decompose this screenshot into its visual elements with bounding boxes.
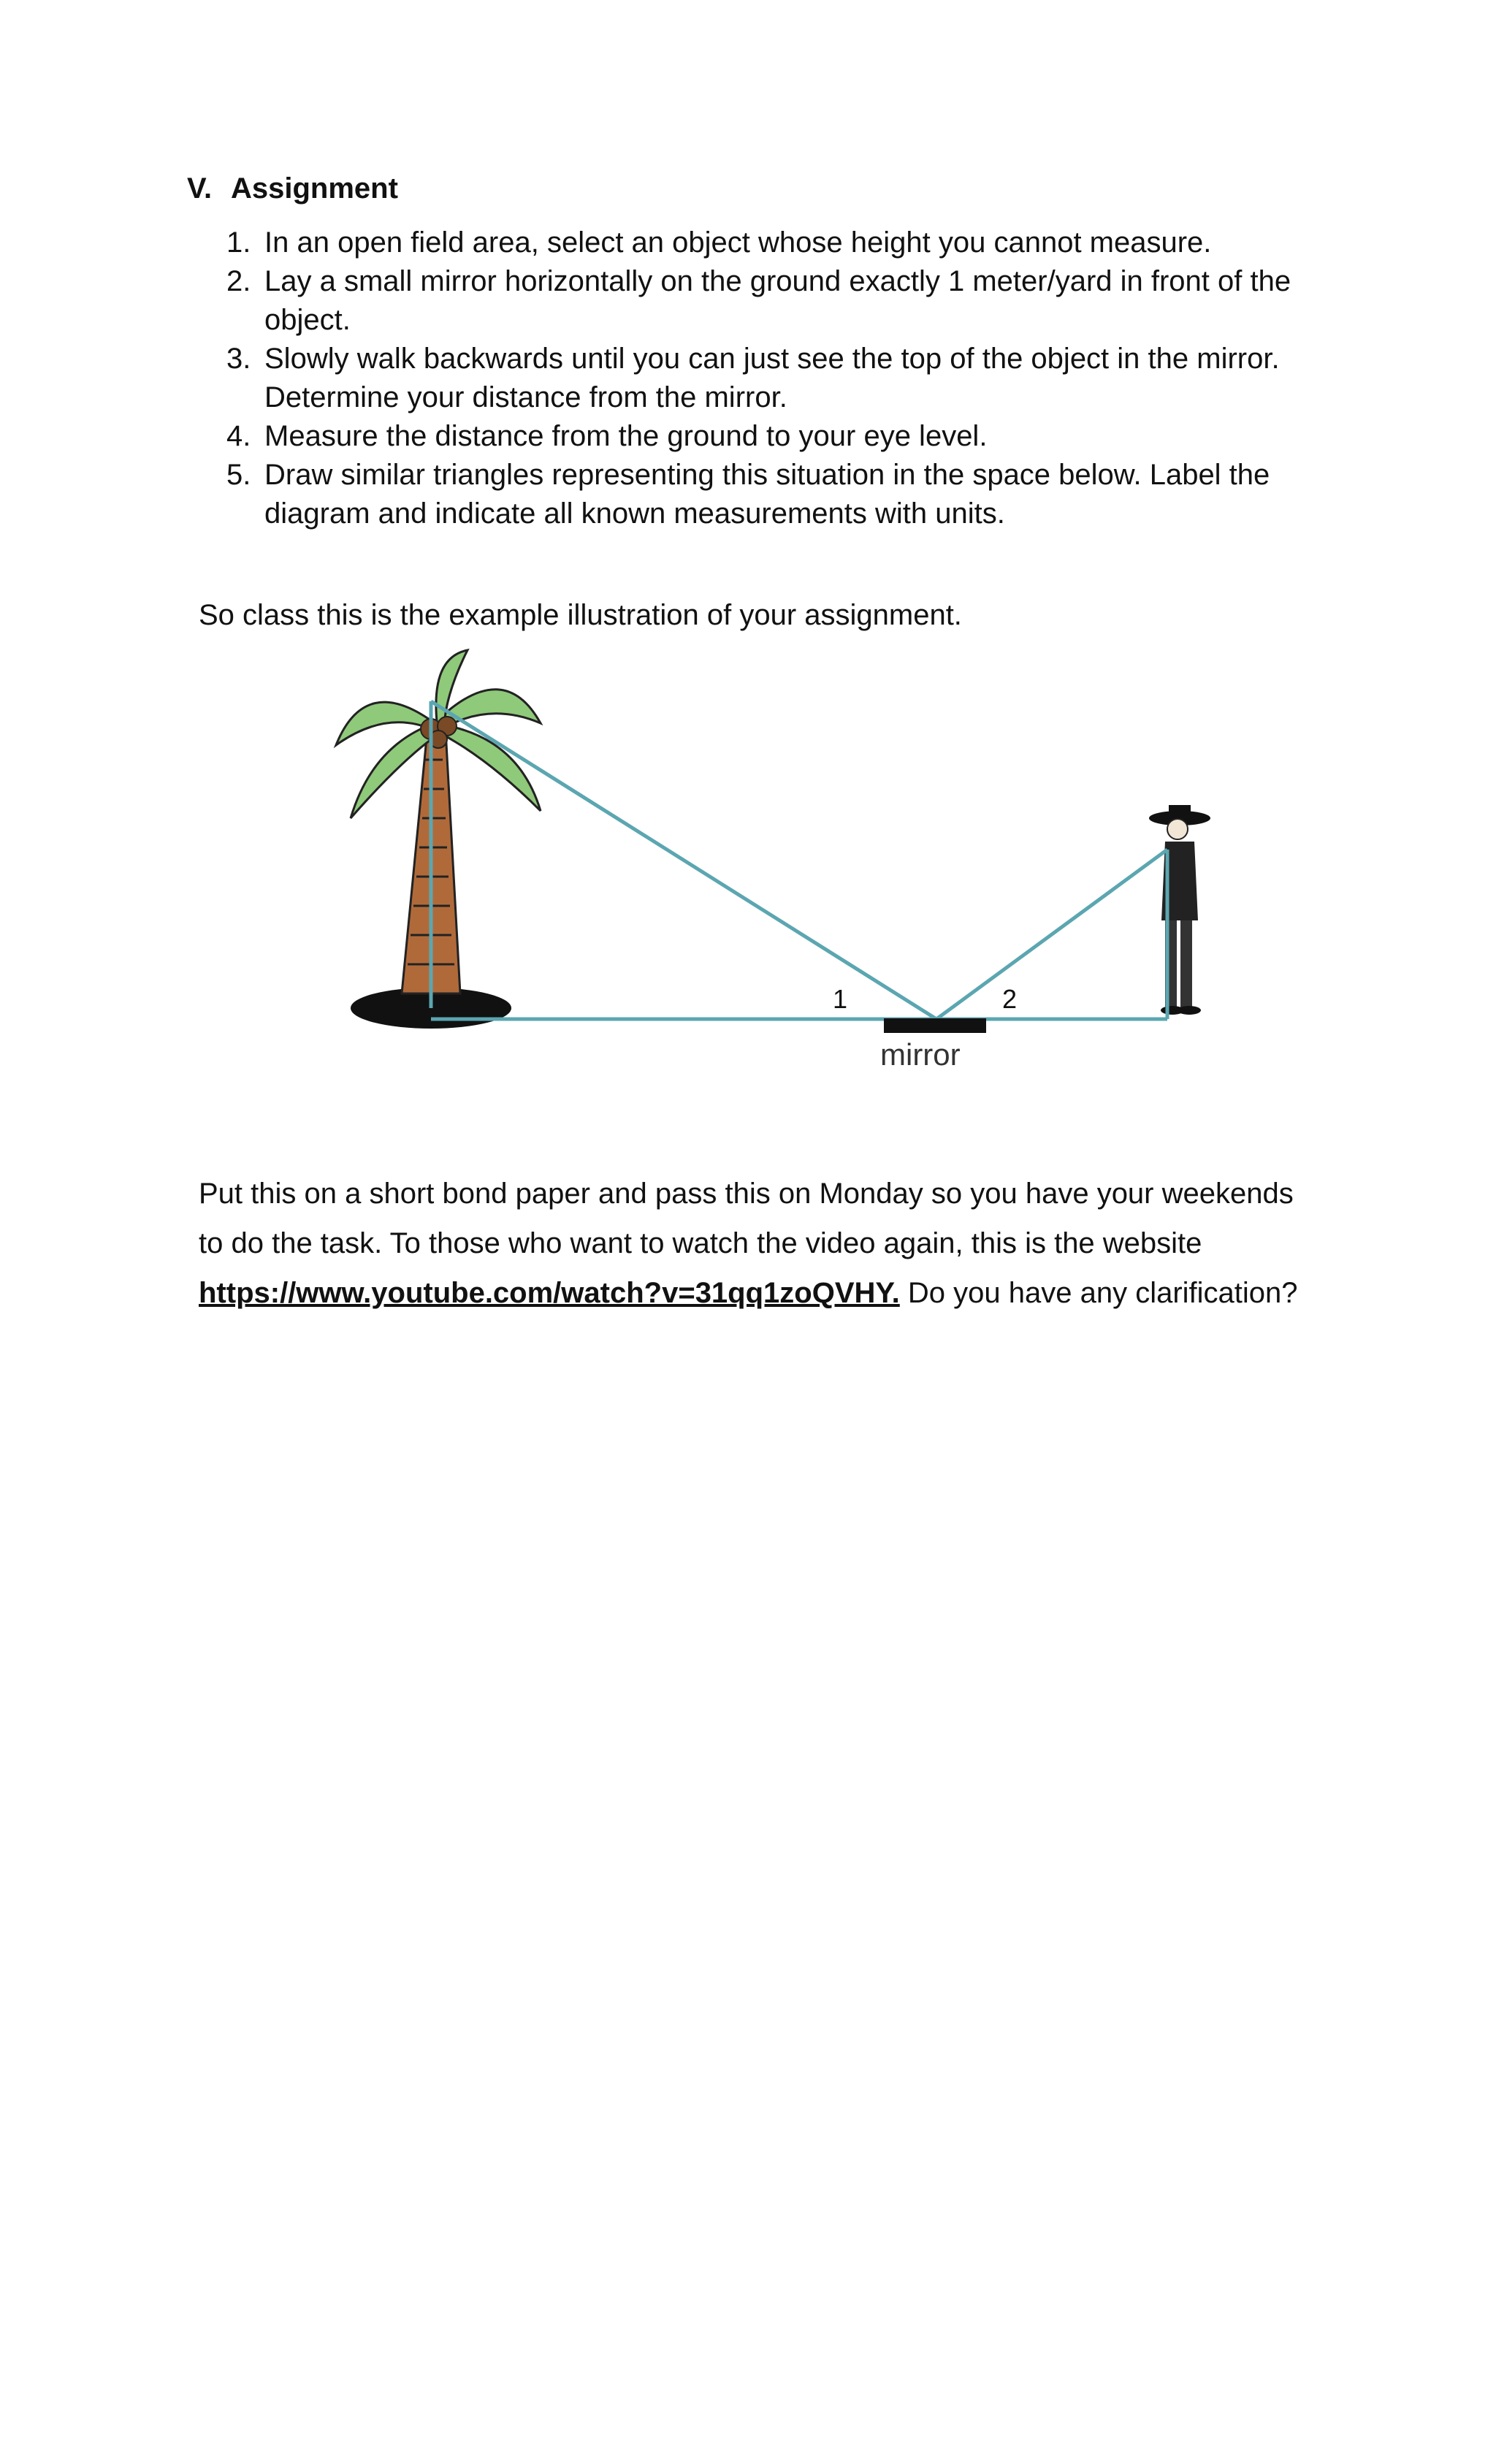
mirror-diagram <box>321 643 1242 1081</box>
closing-tail: Do you have any clarification? <box>907 1277 1298 1309</box>
step-number: 2. <box>226 265 251 297</box>
closing-line-1: Put this on a short bond paper and pass this on Monday so you have your weekends <box>199 1178 1294 1210</box>
incident-ray <box>431 701 936 1019</box>
section-number: V. <box>187 172 213 205</box>
assignment-steps <box>226 224 1322 533</box>
step-text: In an open field area, select an object whose height you cannot measure. <box>264 226 1212 259</box>
diagram-svg <box>321 643 1242 1081</box>
angle-2-label: 2 <box>1002 984 1018 1014</box>
list-item <box>226 340 1322 417</box>
video-link[interactable]: https://www.youtube.com/watch?v=31qq1zoQVHY. <box>199 1277 900 1309</box>
sight-lines <box>431 701 1167 1019</box>
step-number: 4. <box>226 420 251 452</box>
list-item <box>226 456 1322 533</box>
step-text: Lay a small mirror horizontally on the ground exactly 1 meter/yard in front of the object. <box>264 265 1291 336</box>
list-item <box>226 417 1322 456</box>
mirror-label: mirror <box>880 1037 961 1072</box>
closing-line-2: to do the task. To those who want to watch the video again, this is the website <box>199 1227 1202 1259</box>
closing-paragraph <box>199 1169 1338 1318</box>
man-illustration <box>1149 805 1210 1015</box>
reflected-ray <box>936 850 1167 1019</box>
intro-text: So class this is the example illustration of your assignment. <box>199 599 962 631</box>
angle-1-label: 1 <box>833 984 848 1014</box>
list-item <box>226 224 1322 262</box>
step-number: 5. <box>226 459 251 491</box>
list-item <box>226 262 1322 340</box>
step-text: Slowly walk backwards until you can just see the top of the object in the mirror. Determine your distance from the mirror. <box>264 343 1280 413</box>
step-text: Draw similar triangles representing this situation in the space below. Label the diagram and indicate all known measurements with units. <box>264 459 1270 530</box>
step-text: Measure the distance from the ground to your eye level. <box>264 420 988 452</box>
section-title: Assignment <box>231 172 398 205</box>
section-heading <box>187 172 398 205</box>
closing-line-3 <box>199 1268 1338 1318</box>
step-number: 1. <box>226 226 251 259</box>
mirror-rect <box>884 1018 986 1033</box>
step-number: 3. <box>226 343 251 375</box>
